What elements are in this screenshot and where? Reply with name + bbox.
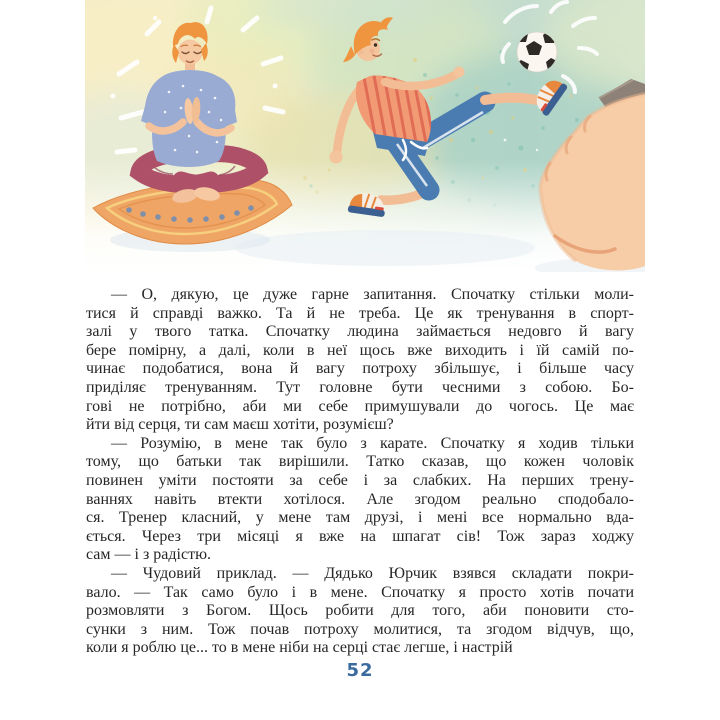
illustration-svg: [85, 0, 645, 272]
text-line: вало. — Так само було і в мене. Спочатку я просто хотів почати: [86, 583, 634, 601]
text-line: сам — і з радістю.: [86, 546, 212, 564]
text-line: ваннях навіть втекти хотілося. Але згодом реально сподобало-: [86, 490, 634, 508]
text-line: — О, дякую, це дуже гарне запитання. Спочатку стільки моли-: [111, 286, 634, 303]
text-line: бере помірну, а далі, коли в неї щось вже виходить і їй самій по-: [86, 341, 634, 359]
text-line: коли я роблю це... то в мене ніби на серці стає легше, і настрій: [86, 639, 513, 657]
raised-hand: [454, 67, 465, 78]
illustration: [85, 0, 645, 272]
page-number: 52: [346, 660, 374, 681]
text-line: ся. Тренер класний, у мене там друзі, і мені все нормально вда-: [86, 509, 634, 527]
text-line: — Розумію, в мене так було з карате. Спочатку я ходив тільки: [111, 434, 634, 452]
left-fist: [330, 151, 343, 164]
text-line: ється. Через три місяці я вже на шпагат сів! Тож зараз ходжу: [86, 527, 634, 545]
text-line: чинає подобатися, вона й вагу потроху збільшує, і більше часу: [86, 360, 634, 378]
text-line: тому, що батьки так вирішили. Татко сказав, що кожен чоловік: [86, 453, 634, 471]
text-line: приділяє тренуванням. Тут головне бути чесними з собою. Бо-: [86, 378, 634, 396]
paragraph: [86, 435, 634, 565]
page-text: [86, 286, 634, 658]
text-line: повинен уміти постояти за себе і за слабких. На перших трену-: [86, 471, 634, 489]
text-line: йти від серця, ти сам маєш хотіти, розумієш?: [86, 416, 394, 434]
text-line: сунки з ним. Тож почав потроху молитися, та згодом відчув, що,: [86, 620, 634, 638]
text-line: тися й справді важко. Та й не треба. Це як тренування в спорт-: [86, 304, 634, 322]
text-line: гові не потрібно, аби ми себе примушували до чогось. Це має: [86, 397, 634, 415]
text-line: розмовляти з Богом. Щось робити для того, аби поновити сто-: [86, 602, 634, 620]
paragraph: [86, 286, 634, 435]
paragraph: [86, 565, 634, 658]
text-line: — Чудовий приклад. — Дядько Юрчик взявся складати покри-: [111, 564, 634, 582]
text-line: залі у твого татка. Спочатку людина займається недовго й вагу: [86, 323, 634, 341]
